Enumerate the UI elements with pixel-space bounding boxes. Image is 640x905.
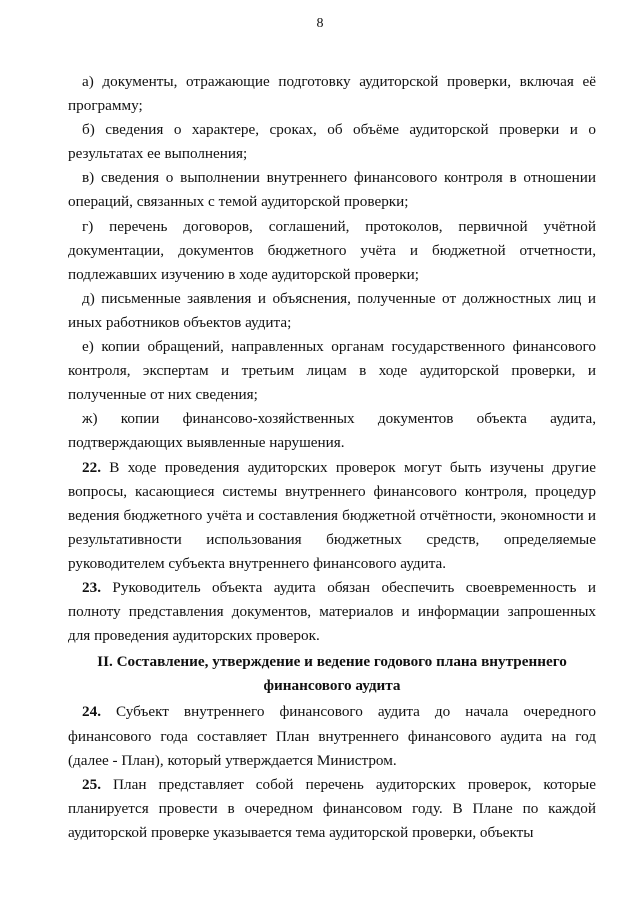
list-item-v: в) сведения о выполнении внутреннего финансового контроля в отношении операций, связанных с темой аудиторской проверки;: [68, 169, 596, 211]
clause-23-number: 23.: [82, 578, 101, 596]
page-content: [68, 70, 596, 845]
page-number: 8: [316, 16, 324, 31]
clause-24-number: 24.: [82, 703, 101, 721]
clause-23-text: Руководитель объекта аудита обязан обеспечить своевременность и полноту представления документов, материалов и информации запрошенных для проведения аудиторских проверок.: [68, 578, 596, 645]
list-item-g: г) перечень договоров, соглашений, протоколов, первичной учётной документации, документов бюджетного учёта и бюджетной отчетности, подлежавших изучению в ходе аудиторской проверки;: [68, 217, 596, 283]
clause-22: [68, 456, 596, 576]
clause-25: [68, 773, 596, 845]
section-heading-line-1: II. Составление, утверждение и ведение годового плана внутреннего: [97, 653, 567, 671]
clause-25-number: 25.: [82, 775, 101, 793]
clause-25-text: План представляет собой перечень аудиторских проверок, которые планируется провести в очередном финансовом году. В Плане по каждой аудиторской проверке указывается тема аудиторской проверки, объекты: [68, 775, 596, 841]
clause-23: [68, 576, 596, 648]
section-heading-line-2: финансового аудита: [263, 677, 401, 695]
clause-24: [68, 700, 596, 772]
list-item-d: д) письменные заявления и объяснения, полученные от должностных лиц и иных работников объектов аудита;: [68, 289, 596, 331]
list-item-zh: ж) копии финансово-хозяйственных документов объекта аудита, подтверждающих выявленные нарушения.: [68, 410, 596, 452]
clause-22-text: В ходе проведения аудиторских проверок могут быть изучены другие вопросы, касающиеся системы внутреннего финансового контроля, процедур ведения бюджетного учёта и составления бюджетной отчётности, экономности и результативности использования бюджетных средств, определяемые руководителем субъекта внутреннего финансового аудита.: [68, 458, 596, 572]
list-item-b: б) сведения о характере, сроках, об объёме аудиторской проверки и о результатах ее выполнения;: [68, 121, 596, 163]
section-heading: [68, 650, 596, 698]
clause-24-text: Субъект внутреннего финансового аудита до начала очередного финансового года составляет План внутреннего финансового аудита на год (далее - План), который утверждается Министром.: [68, 703, 596, 769]
list-item-e: е) копии обращений, направленных органам государственного финансового контроля, экспертам и третьим лицам в ходе аудиторской проверки, и полученные от них сведения;: [68, 338, 596, 404]
list-item-a: а) документы, отражающие подготовку аудиторской проверки, включая её программу;: [68, 73, 596, 115]
clause-22-number: 22.: [82, 458, 101, 476]
